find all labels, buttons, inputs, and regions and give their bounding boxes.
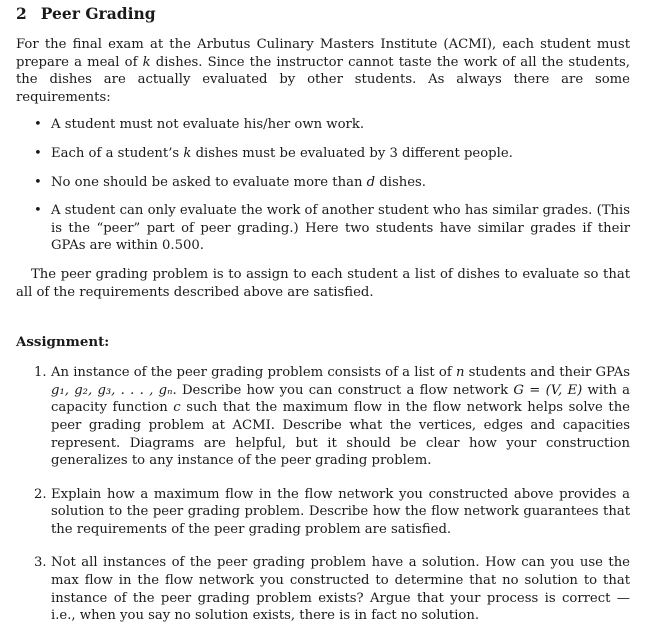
item-number: 2.	[34, 486, 47, 502]
bullet-icon: •	[34, 145, 42, 161]
bullet-icon: •	[34, 117, 42, 133]
requirement-item	[34, 116, 630, 134]
gpa-sequence: g₁, g₂, g₃, . . . , gₙ	[51, 382, 173, 398]
bullet-icon: •	[34, 203, 42, 219]
requirements-list	[16, 116, 630, 255]
task-text: with a capacity function	[51, 382, 631, 416]
variable-d: d	[366, 174, 376, 190]
bullet-icon: •	[34, 174, 42, 190]
requirement-text: A student can only evaluate the work of another student who has similar grades. (This is the “peer” part of peer grading.) Here two students have similar grades if their GPAs are within 0.500.	[51, 203, 630, 254]
requirement-text: dishes must be evaluated by 3 different people.	[191, 145, 513, 161]
intro-paragraph	[16, 36, 630, 106]
variable-k: k	[183, 145, 192, 161]
assignment-item	[34, 486, 630, 539]
variable-n: n	[455, 365, 465, 381]
intro-text-2: dishes. Since the instructor cannot taste the work of all the students, the dishes are actually evaluated by other students. As always there are some requirements:	[16, 54, 630, 105]
item-number: 3.	[34, 555, 47, 571]
assignment-item	[34, 364, 630, 470]
task-text: Not all instances of the peer grading problem have a solution. How can you use the max flow in the flow network you constructed to determine that no solution to that instance of the peer grading problem exists? Argue that your process is correct — i.e., when you say no solution exists, there is in fact no solution.	[51, 555, 630, 624]
section-number: 2	[16, 4, 27, 23]
assignment-list	[16, 364, 630, 625]
section-title: Peer Grading	[40, 4, 156, 23]
item-number: 1.	[34, 365, 47, 381]
task-text: An instance of the peer grading problem consists of a list of	[51, 365, 456, 381]
variable-c: c	[173, 400, 181, 416]
intro-text-1: For the final exam at the Arbutus Culinary Masters Institute (ACMI), each student must prepare a meal of	[16, 37, 630, 70]
requirement-text: dishes.	[375, 174, 426, 190]
task-text: students and their GPAs	[464, 365, 630, 381]
section-heading	[16, 4, 630, 24]
task-text: Explain how a maximum flow in the flow network you constructed above provides a solution to the peer grading problem. Describe how the flow network guarantees that the requirements of the peer grading problem are satisfied.	[51, 486, 630, 537]
requirement-item	[34, 174, 630, 192]
requirement-text: No one should be asked to evaluate more than	[51, 174, 367, 190]
task-text: . Describe how you can construct a flow network	[172, 382, 514, 398]
closing-paragraph: The peer grading problem is to assign to each student a list of dishes to evaluate so that all of the requirements described above are satisfied.	[16, 266, 630, 300]
assignment-heading: Assignment:	[16, 334, 110, 351]
requirement-item	[34, 202, 630, 255]
variable-k: k	[142, 54, 151, 70]
requirement-text: Each of a student’s	[51, 145, 184, 161]
requirement-item	[34, 145, 630, 163]
assignment-item	[34, 554, 630, 624]
graph-notation: G = (V, E)	[513, 382, 583, 398]
task-text: such that the maximum flow in the flow network helps solve the peer grading problem at ACMI. Describe what the vertices, edges and capacities represent. Diagrams are helpful, but it should be clear how your construction generalizes to any instance of the peer grading problem.	[51, 400, 630, 469]
requirement-text: A student must not evaluate his/her own work.	[51, 117, 365, 133]
